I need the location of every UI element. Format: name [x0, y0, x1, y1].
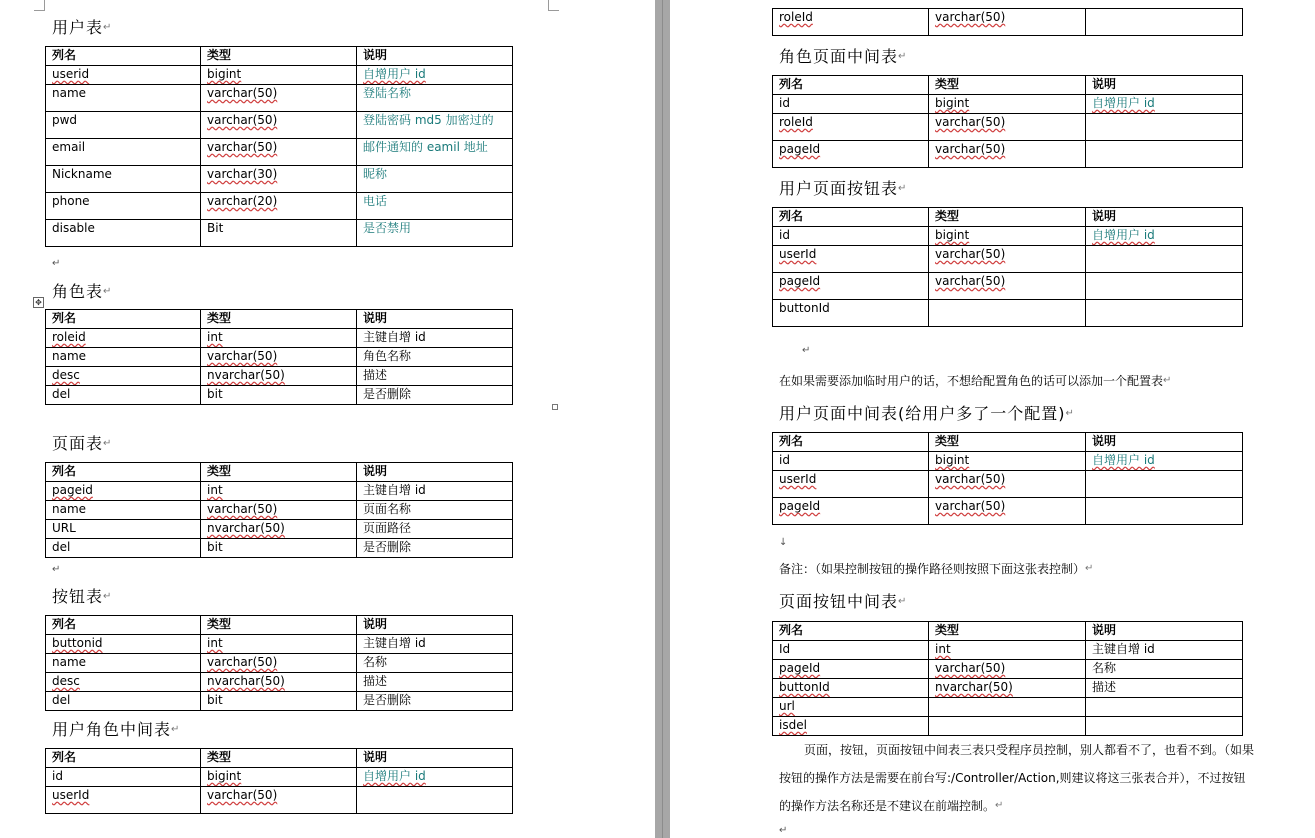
heading-role-page-table: 角色页面中间表 ↵ — [779, 47, 908, 66]
table-row — [773, 452, 1243, 471]
table-cell: id — [773, 452, 929, 471]
table-row — [46, 166, 513, 193]
table-cell: 描述 — [357, 673, 513, 692]
table-row — [773, 717, 1243, 736]
table-cell: int — [201, 482, 357, 501]
table-cell: 自增用户 id — [357, 768, 513, 787]
table-cell — [1086, 273, 1243, 300]
table-cell: 列名 — [773, 76, 929, 95]
closing-paragraph-line-2: 按钮的操作方法是需要在前台写:/Controller/Action,则建议将这三张表合并），不过按钮 — [779, 771, 1246, 785]
table-cell: varchar(50) — [201, 787, 357, 814]
closing-paragraph-line-3: 的操作方法名称还是不建议在前端控制。 ↵ — [779, 799, 1004, 813]
table-cell: 名称 — [357, 654, 513, 673]
table-cell: del — [46, 539, 201, 558]
table-cell: 类型 — [929, 208, 1086, 227]
table-cell — [929, 717, 1086, 736]
table-cell: isdel — [773, 717, 929, 736]
table-row — [46, 139, 513, 166]
table-row — [773, 471, 1243, 498]
table-row — [773, 246, 1243, 273]
table-cell: 列名 — [46, 47, 201, 66]
table-cell — [929, 300, 1086, 327]
table-row — [773, 660, 1243, 679]
table-cell: varchar(50) — [929, 246, 1086, 273]
table-cell: pageid — [46, 482, 201, 501]
table-row — [46, 85, 513, 112]
heading-users-table: 用户表 ↵ — [52, 18, 113, 37]
table-cell: 昵称 — [357, 166, 513, 193]
table-cell: pageId — [773, 660, 929, 679]
table-cell: id — [773, 227, 929, 246]
table-cell: 是否删除 — [357, 386, 513, 405]
table-header-row — [46, 616, 513, 635]
table-row — [46, 673, 513, 692]
table-cell: varchar(30) — [201, 166, 357, 193]
table-cell: roleid — [46, 329, 201, 348]
table-cell: email — [46, 139, 201, 166]
table-row — [46, 520, 513, 539]
table-cell: 页面名称 — [357, 501, 513, 520]
table-cell: userId — [46, 787, 201, 814]
margin-corner-mark — [548, 0, 559, 11]
table-cell: phone — [46, 193, 201, 220]
user-role-table — [45, 748, 513, 814]
table-cell: 说明 — [1086, 622, 1243, 641]
table-cell — [1086, 246, 1243, 273]
table-cell: 列名 — [46, 310, 201, 329]
table-row — [773, 300, 1243, 327]
table-cell: 列名 — [773, 433, 929, 452]
table-cell — [1086, 698, 1243, 717]
user-role-table-continued — [772, 8, 1243, 36]
table-cell: buttonId — [773, 300, 929, 327]
table-cell: userId — [773, 246, 929, 273]
table-cell: desc — [46, 367, 201, 386]
table-cell: varchar(50) — [929, 660, 1086, 679]
table-cell: id — [773, 95, 929, 114]
table-header-row — [46, 463, 513, 482]
table-cell: varchar(50) — [201, 501, 357, 520]
table-header-row — [773, 622, 1243, 641]
table-cell: nvarchar(50) — [929, 679, 1086, 698]
table-cell: 名称 — [1086, 660, 1243, 679]
table-cell: 描述 — [1086, 679, 1243, 698]
table-cell — [1086, 9, 1243, 36]
table-header-row — [773, 208, 1243, 227]
table-cell: bigint — [929, 452, 1086, 471]
table-resize-handle[interactable] — [552, 404, 558, 410]
table-cell: nvarchar(50) — [201, 367, 357, 386]
table-cell: disable — [46, 220, 201, 247]
table-cell: 说明 — [357, 749, 513, 768]
table-cell: 列名 — [46, 749, 201, 768]
table-cell: 列名 — [46, 463, 201, 482]
table-row — [773, 498, 1243, 525]
table-cell: bigint — [929, 95, 1086, 114]
table-cell — [1086, 471, 1243, 498]
table-cell: 说明 — [357, 616, 513, 635]
paragraph-mark: ↵ — [802, 345, 811, 356]
table-cell: pageId — [773, 273, 929, 300]
table-cell: 角色名称 — [357, 348, 513, 367]
table-cell: roleId — [773, 114, 929, 141]
table-header-row — [46, 749, 513, 768]
table-cell: name — [46, 654, 201, 673]
role-page-table — [772, 75, 1243, 168]
heading-roles-table: 角色表 ↵ — [52, 282, 113, 301]
table-cell: varchar(50) — [201, 654, 357, 673]
table-cell: 说明 — [357, 310, 513, 329]
document-page-left — [0, 0, 655, 838]
table-cell: nvarchar(50) — [201, 520, 357, 539]
table-cell: bit — [201, 539, 357, 558]
table-cell: 电话 — [357, 193, 513, 220]
table-cell: 登陆密码 md5 加密过的 — [357, 112, 513, 139]
table-cell: bit — [201, 692, 357, 711]
table-row — [46, 635, 513, 654]
table-cell: 类型 — [201, 463, 357, 482]
table-cell: 自增用户 id — [357, 66, 513, 85]
heading-user-role-table: 用户角色中间表 ↵ — [52, 720, 181, 739]
table-cell: varchar(50) — [929, 471, 1086, 498]
heading-user-page-table: 用户页面中间表(给用户多了一个配置) ↵ — [779, 404, 1075, 423]
table-cell: 列名 — [773, 622, 929, 641]
table-cell: buttonId — [773, 679, 929, 698]
table-cell: pageId — [773, 498, 929, 525]
table-cell: varchar(50) — [201, 112, 357, 139]
roles-table — [45, 309, 513, 405]
table-cell: del — [46, 386, 201, 405]
table-row — [46, 539, 513, 558]
table-cell: 说明 — [357, 47, 513, 66]
table-cell — [929, 698, 1086, 717]
table-cell: Id — [773, 641, 929, 660]
table-cell: userId — [773, 471, 929, 498]
table-cell: 类型 — [929, 622, 1086, 641]
table-row — [46, 692, 513, 711]
user-page-button-table — [772, 207, 1243, 327]
table-cell: varchar(50) — [929, 141, 1086, 168]
margin-corner-mark — [34, 0, 45, 11]
table-cell — [1086, 300, 1243, 327]
table-cell: 是否删除 — [357, 539, 513, 558]
table-row — [773, 273, 1243, 300]
table-cell: name — [46, 85, 201, 112]
table-cell — [1086, 498, 1243, 525]
table-cell: int — [929, 641, 1086, 660]
table-cell: 列名 — [773, 208, 929, 227]
table-row — [46, 768, 513, 787]
table-cell: 主键自增 id — [357, 329, 513, 348]
table-cell: 说明 — [1086, 433, 1243, 452]
table-cell: 类型 — [929, 433, 1086, 452]
table-cell: Nickname — [46, 166, 201, 193]
table-header-row — [773, 433, 1243, 452]
pages-table — [45, 462, 513, 558]
table-cell: varchar(50) — [201, 85, 357, 112]
table-cell: name — [46, 348, 201, 367]
table-row — [773, 95, 1243, 114]
user-page-table — [772, 432, 1243, 525]
table-cell: 主键自增 id — [357, 635, 513, 654]
table-row — [46, 386, 513, 405]
table-cell: url — [773, 698, 929, 717]
table-cell: varchar(50) — [201, 139, 357, 166]
table-row — [773, 679, 1243, 698]
table-cell: 类型 — [929, 76, 1086, 95]
table-row — [773, 698, 1243, 717]
table-cell: 登陆名称 — [357, 85, 513, 112]
table-cell: Bit — [201, 220, 357, 247]
table-cell: userid — [46, 66, 201, 85]
table-cell: roleId — [773, 9, 929, 36]
table-row — [773, 141, 1243, 168]
table-cell — [1086, 114, 1243, 141]
table-cell: 邮件通知的 eamil 地址 — [357, 139, 513, 166]
table-cell: buttonid — [46, 635, 201, 654]
closing-paragraph-line-1: 页面，按钮，页面按钮中间表三表只受程序员控制，别人都看不了，也看不到。（如果 — [804, 743, 1255, 757]
table-cell: pwd — [46, 112, 201, 139]
table-cell: varchar(50) — [929, 498, 1086, 525]
table-cell: 是否删除 — [357, 692, 513, 711]
table-cell: 类型 — [201, 749, 357, 768]
table-cell: bigint — [201, 66, 357, 85]
heading-pages-table: 页面表 ↵ — [52, 434, 113, 453]
table-cell: nvarchar(50) — [201, 673, 357, 692]
table-row — [46, 112, 513, 139]
table-cell: 自增用户 id — [1086, 452, 1243, 471]
table-cell: bigint — [201, 768, 357, 787]
users-table — [45, 46, 513, 247]
table-row — [46, 348, 513, 367]
heading-user-page-button-table: 用户页面按钮表 ↵ — [779, 179, 908, 198]
table-cell: varchar(50) — [929, 273, 1086, 300]
remark-text: 备注：（如果控制按钮的操作路径则按照下面这张表控制） ↵ — [779, 562, 1094, 576]
table-row — [46, 220, 513, 247]
page-button-table — [772, 621, 1243, 736]
table-cell: int — [201, 329, 357, 348]
table-row — [46, 329, 513, 348]
table-row — [46, 367, 513, 386]
table-cell: 类型 — [201, 47, 357, 66]
table-cell: 页面路径 — [357, 520, 513, 539]
table-cell: varchar(50) — [929, 9, 1086, 36]
table-row — [773, 641, 1243, 660]
table-cell: name — [46, 501, 201, 520]
table-cell: 说明 — [1086, 76, 1243, 95]
table-header-row — [773, 76, 1243, 95]
paragraph-mark: ↵ — [52, 258, 61, 269]
table-move-handle-icon[interactable]: ✥ — [33, 297, 44, 308]
table-cell: URL — [46, 520, 201, 539]
table-cell — [1086, 141, 1243, 168]
table-cell: 说明 — [1086, 208, 1243, 227]
table-cell: bit — [201, 386, 357, 405]
table-cell: del — [46, 692, 201, 711]
table-cell: varchar(50) — [929, 114, 1086, 141]
table-row — [46, 787, 513, 814]
table-cell: bigint — [929, 227, 1086, 246]
table-row — [46, 193, 513, 220]
table-row — [46, 654, 513, 673]
page-gutter — [655, 0, 670, 838]
heading-buttons-table: 按钮表 ↵ — [52, 587, 113, 606]
table-cell: 主键自增 id — [357, 482, 513, 501]
table-cell — [1086, 717, 1243, 736]
table-cell: desc — [46, 673, 201, 692]
table-row — [46, 501, 513, 520]
table-header-row — [46, 47, 513, 66]
table-row — [773, 114, 1243, 141]
paragraph-mark: ↵ — [52, 564, 61, 575]
table-cell: 类型 — [201, 310, 357, 329]
table-header-row — [46, 310, 513, 329]
table-cell: 类型 — [201, 616, 357, 635]
table-row — [773, 9, 1243, 36]
table-row — [46, 66, 513, 85]
note-temp-user: 在如果需要添加临时用户的话，不想给配置角色的话可以添加一个配置表 ↵ — [779, 374, 1172, 388]
heading-page-button-table: 页面按钮中间表 ↵ — [779, 592, 908, 611]
table-row — [46, 482, 513, 501]
paragraph-mark: ↓ — [779, 537, 788, 548]
table-cell: 主键自增 id — [1086, 641, 1243, 660]
table-cell: int — [201, 635, 357, 654]
table-cell: varchar(20) — [201, 193, 357, 220]
paragraph-mark: ↵ — [779, 825, 788, 836]
table-cell: 说明 — [357, 463, 513, 482]
buttons-table — [45, 615, 513, 711]
table-cell: pageId — [773, 141, 929, 168]
table-cell: 自增用户 id — [1086, 95, 1243, 114]
table-cell: 描述 — [357, 367, 513, 386]
table-cell: 自增用户 id — [1086, 227, 1243, 246]
table-cell: 是否禁用 — [357, 220, 513, 247]
table-row — [773, 227, 1243, 246]
document-page-right — [670, 0, 1315, 838]
table-cell: id — [46, 768, 201, 787]
table-cell — [357, 787, 513, 814]
table-cell: 列名 — [46, 616, 201, 635]
table-cell: varchar(50) — [201, 348, 357, 367]
